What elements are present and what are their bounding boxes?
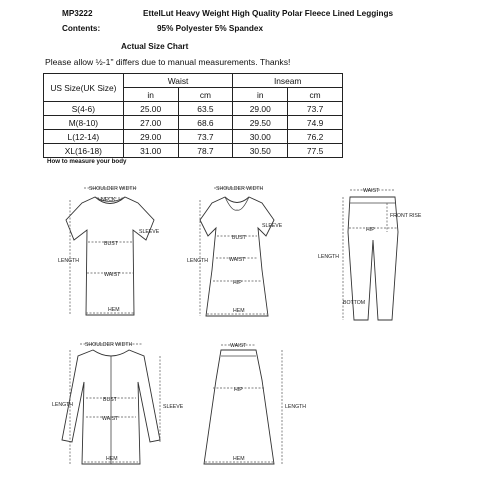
waist-column-header: Waist (123, 74, 233, 88)
product-code: MP3222 (62, 9, 93, 18)
table-row (44, 144, 343, 158)
table-row (44, 130, 343, 144)
unit-in: in (123, 88, 178, 102)
product-title: EttelLut Heavy Weight High Quality Polar Fleece Lined Leggings (143, 9, 394, 18)
waist-in-cell: 27.00 (123, 116, 178, 130)
size-table (43, 73, 343, 158)
shoulder-width-label: SHOULDER WIDTH (216, 186, 264, 192)
hip-label: HIP (366, 227, 375, 233)
waist-in-cell: 25.00 (123, 102, 178, 116)
unit-cm: cm (288, 88, 343, 102)
waist-in-cell: 29.00 (123, 130, 178, 144)
waist-cm-cell: 78.7 (178, 144, 233, 158)
bust-label: BUST (104, 241, 118, 247)
skirt-diagram (204, 343, 306, 464)
length-label: LENGTH (187, 258, 209, 264)
hem-label: HEM (233, 308, 245, 314)
hem-label: HEM (108, 307, 120, 313)
tshirt-diagram (58, 186, 160, 315)
bust-label: BUST (103, 397, 117, 403)
measurement-note: Please allow ½-1" differs due to manual measurements. Thanks! (45, 57, 291, 67)
dress-diagram (187, 186, 283, 316)
sleeve-label: SLEEVE (262, 223, 283, 229)
table-row (44, 102, 343, 116)
table-header-row (44, 74, 343, 88)
inseam-cm-cell: 77.5 (288, 144, 343, 158)
waist-label: WAIST (230, 343, 247, 349)
table-row (44, 116, 343, 130)
waist-cm-cell: 68.6 (178, 116, 233, 130)
waist-label: WAIST (363, 188, 380, 194)
inseam-in-cell: 30.50 (233, 144, 288, 158)
chart-title: Actual Size Chart (121, 42, 189, 51)
size-cell: XL(16-18) (44, 144, 124, 158)
hip-label: HIP (234, 387, 243, 393)
size-cell: S(4-6) (44, 102, 124, 116)
bust-label: BUST (232, 235, 246, 241)
hem-label: HEM (233, 456, 245, 462)
neck-label: NECK (101, 197, 116, 203)
waist-cm-cell: 63.5 (178, 102, 233, 116)
waist-cm-cell: 73.7 (178, 130, 233, 144)
inseam-in-cell: 29.00 (233, 102, 288, 116)
length-label: LENGTH (58, 258, 80, 264)
waist-label: WAIST (104, 272, 121, 278)
shoulder-width-label: SHOULDER WIDTH (85, 342, 133, 348)
hem-label: HEM (106, 456, 118, 462)
inseam-cm-cell: 74.9 (288, 116, 343, 130)
waist-label: WAIST (229, 257, 246, 263)
inseam-in-cell: 29.50 (233, 116, 288, 130)
inseam-cm-cell: 76.2 (288, 130, 343, 144)
hip-label: HIP (233, 280, 242, 286)
inseam-cm-cell: 73.7 (288, 102, 343, 116)
size-column-header: US Size(UK Size) (44, 74, 124, 102)
bottom-label: BOTTOM (343, 300, 366, 306)
sleeve-label: SLEEVE (139, 229, 160, 235)
shirt-diagram (52, 342, 184, 464)
inseam-in-cell: 30.00 (233, 130, 288, 144)
inseam-column-header: Inseam (233, 74, 343, 88)
measure-guide-title: How to measure your body (47, 158, 127, 165)
size-cell: M(8-10) (44, 116, 124, 130)
length-label: LENGTH (318, 254, 340, 260)
length-label: LENGTH (52, 402, 74, 408)
unit-cm: cm (178, 88, 233, 102)
unit-in: in (233, 88, 288, 102)
measurement-diagrams (0, 170, 478, 490)
pants-diagram (318, 188, 422, 320)
waist-in-cell: 31.00 (123, 144, 178, 158)
contents-value: 95% Polyester 5% Spandex (157, 24, 264, 33)
contents-label: Contents: (62, 24, 101, 33)
waist-label: WAIST (102, 416, 119, 422)
front-rise-label: FRONT RISE (390, 213, 422, 219)
length-label: LENGTH (285, 404, 307, 410)
sleeve-label: SLEEVE (163, 404, 184, 410)
size-cell: L(12-14) (44, 130, 124, 144)
shoulder-width-label: SHOULDER WIDTH (89, 186, 137, 192)
